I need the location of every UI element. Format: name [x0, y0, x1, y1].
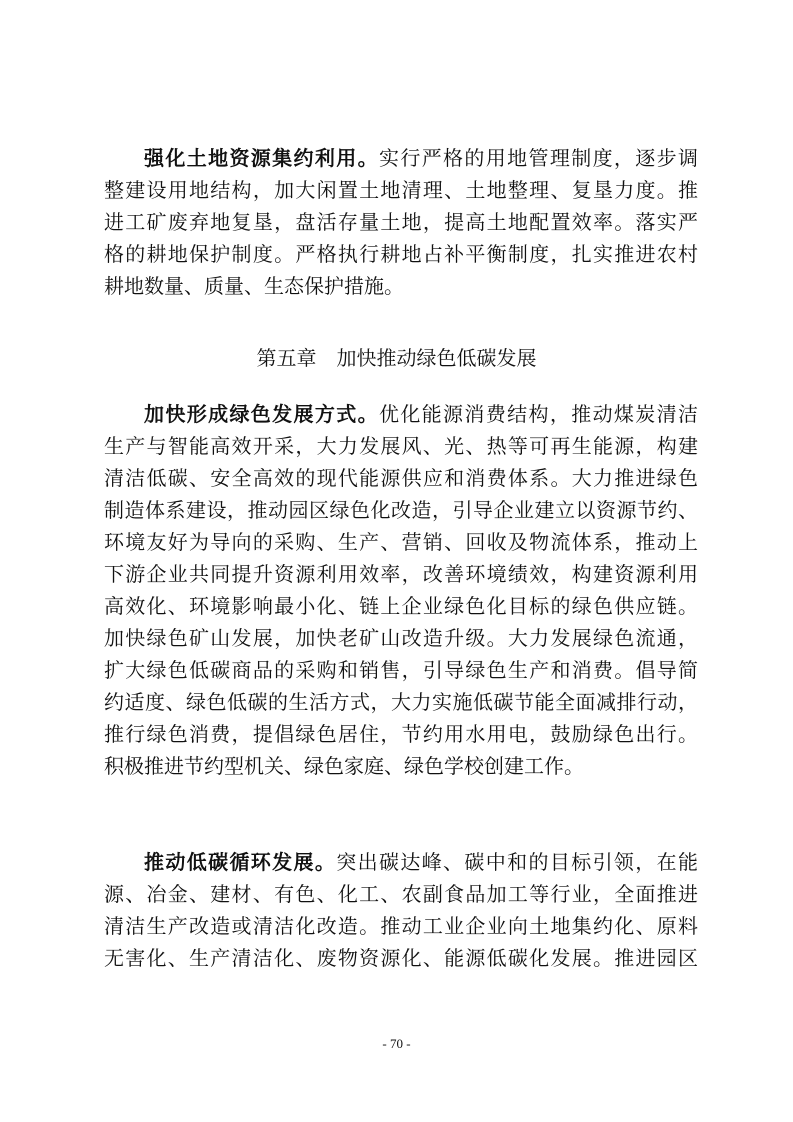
paragraph-line: 清洁低碳、安全高效的现代能源供应和消费体系。大力推进绿色: [104, 466, 698, 490]
paragraph-line: 加快绿色矿山发展，加快老矿山改造升级。大力发展绿色流通，: [104, 626, 698, 650]
paragraph-line: 加快形成绿色发展方式。优化能源消费结构，推动煤炭清洁: [144, 402, 699, 426]
paragraph-line: 整建设用地结构，加大闲置土地清理、土地整理、复垦力度。推: [104, 178, 698, 202]
page-number: - 70 -: [382, 1036, 411, 1051]
chapter-heading: 第五章 加快推动绿色低碳发展: [256, 346, 537, 370]
paragraph-land-use: [104, 142, 698, 302]
paragraph-lead: 强化土地资源集约利用。: [144, 146, 379, 170]
paragraph-line: 源、冶金、建材、有色、化工、农副食品加工等行业，全面推进: [104, 882, 698, 906]
paragraph-line: 清洁生产改造或清洁化改造。推动工业企业向土地集约化、原料: [104, 914, 698, 938]
paragraph-line: 推行绿色消费，提倡绿色居住，节约用水用电，鼓励绿色出行。: [104, 722, 698, 746]
paragraph-line: 无害化、生产清洁化、废物资源化、能源低碳化发展。推进园区: [104, 946, 698, 970]
paragraph-line: 格的耕地保护制度。严格执行耕地占补平衡制度，扎实推进农村: [104, 242, 698, 266]
paragraph-lead: 推动低碳循环发展。: [144, 850, 337, 874]
paragraph-green-development: [104, 398, 698, 782]
paragraph-line: 下游企业共同提升资源利用效率，改善环境绩效，构建资源利用: [104, 562, 698, 586]
paragraph-line: 约适度、绿色低碳的生活方式，大力实施低碳节能全面减排行动，: [104, 690, 698, 714]
paragraph-line: 耕地数量、质量、生态保护措施。: [104, 274, 404, 298]
paragraph-line: 环境友好为导向的采购、生产、营销、回收及物流体系，推动上: [104, 530, 698, 554]
paragraph-line: 推动低碳循环发展。突出碳达峰、碳中和的目标引领，在能: [144, 850, 699, 874]
paragraph-line: 进工矿废弃地复垦，盘活存量土地，提高土地配置效率。落实严: [104, 210, 698, 234]
paragraph-line: 扩大绿色低碳商品的采购和销售，引导绿色生产和消费。倡导简: [104, 658, 698, 682]
paragraph-line: 生产与智能高效开采，大力发展风、光、热等可再生能源，构建: [104, 434, 698, 458]
paragraph-line: 制造体系建设，推动园区绿色化改造，引导企业建立以资源节约、: [104, 498, 698, 522]
paragraph-line: 高效化、环境影响最小化、链上企业绿色化目标的绿色供应链。: [104, 594, 698, 618]
paragraph-line: 积极推进节约型机关、绿色家庭、绿色学校创建工作。: [104, 754, 584, 778]
paragraph-line: 强化土地资源集约利用。实行严格的用地管理制度，逐步调: [144, 146, 699, 170]
paragraph-low-carbon: [104, 846, 698, 974]
paragraph-lead: 加快形成绿色发展方式。: [144, 402, 379, 426]
